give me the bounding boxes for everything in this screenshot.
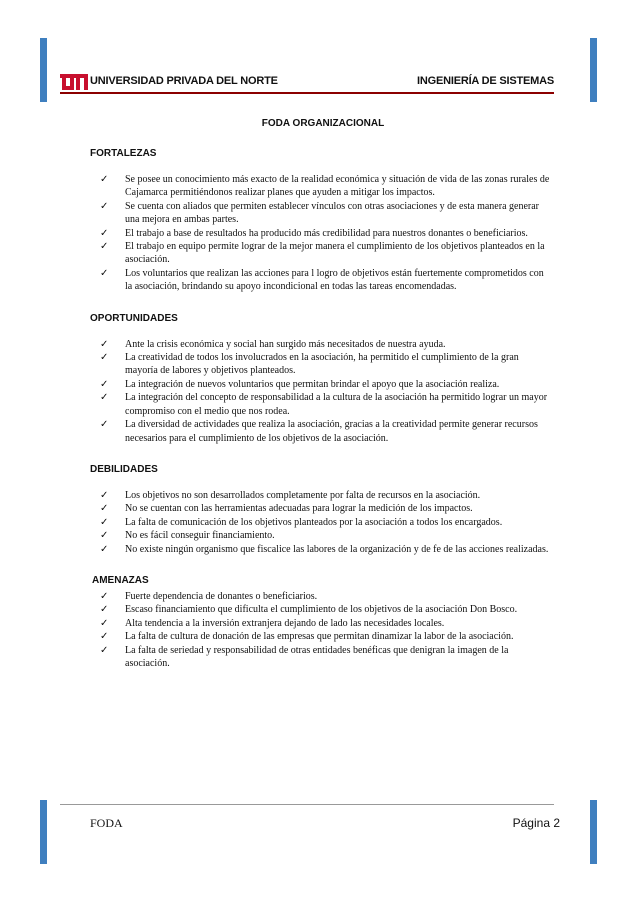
page-corner-bar-top-right [590,38,597,102]
university-logo-icon [60,74,88,90]
list-item-text: El trabajo a base de resultados ha producido más credibilidad para nuestros donantes o beneficiarios. [125,227,528,239]
section-heading-debilidades: DEBILIDADES [90,463,158,475]
list-item [100,351,552,378]
list-item-text: La falta de comunicación de los objetivos planteados por la asociación a todos los encargados. [125,516,503,528]
checkmark-icon: ✓ [100,516,109,528]
page-corner-bar-bottom-right [590,800,597,864]
checkmark-icon: ✓ [100,200,109,212]
page-header [60,70,554,94]
page-corner-bar-bottom-left [40,800,47,864]
checkmark-icon: ✓ [100,378,109,390]
section-heading-amenazas: AMENAZAS [92,574,149,586]
checkmark-icon: ✓ [100,241,109,253]
list-item [100,200,552,227]
list-item-text: No se cuentan con las herramientas adecuadas para lograr la medición de los impactos. [125,503,473,515]
list-item-text: Los voluntarios que realizan las acciones para l logro de objetivos están fuertemente comprometidos con la asociación, brindando su apoyo incondicional en todas las tareas encomendadas. [125,267,544,293]
page-corner-bar-top-left [40,38,47,102]
list-item-text: No existe ningún organismo que fiscalice las labores de la organización y de fe de las acciones realizadas. [125,543,549,555]
checkmark-icon: ✓ [100,631,109,643]
list-item [100,543,552,556]
checkmark-icon: ✓ [100,338,109,350]
checkmark-icon: ✓ [100,590,109,602]
section-heading-oportunidades: OPORTUNIDADES [90,312,178,324]
list-item-text: La falta de seriedad y responsabilidad de otras entidades benéficas que denigran la imagen de la asociación. [125,644,509,669]
list-item-text: La falta de cultura de donación de las empresas que permitan dinamizar la labor de la asociación. [125,631,514,643]
checkmark-icon: ✓ [100,267,109,279]
header-department: INGENIERÍA DE SISTEMAS [417,75,554,87]
list-item-text: La creatividad de todos los involucrados en la asociación, ha permitido el cumplimiento de la gran mayoría de labores y objetivos planteados. [125,352,519,377]
list-item-text: La integración del concepto de responsabilidad a la cultura de la asociación ha permitido lograr un mayor compromiso con el medio que nos rodea. [125,392,548,417]
list-item-text: El trabajo en equipo permite lograr de la mejor manera el cumplimiento de los objetivos planteados en la asociación. [125,241,545,266]
checkmark-icon: ✓ [100,543,109,555]
checkmark-icon: ✓ [100,419,109,431]
checkmark-icon: ✓ [100,530,109,542]
list-item-text: Se cuenta con aliados que permiten establecer vínculos con otras asociaciones y de esta manera generar una mejora en ambas partes. [125,200,539,226]
list-item [100,267,552,294]
checkmark-icon: ✓ [100,503,109,515]
list-item [100,529,552,542]
footer-page-number: Página 2 [512,816,560,830]
checkmark-icon: ✓ [100,174,109,185]
checkmark-icon: ✓ [100,617,109,629]
list-item [100,502,552,515]
list-item [100,378,552,391]
section-list-oportunidades [100,338,552,445]
list-item [100,617,552,630]
checkmark-icon: ✓ [100,227,109,239]
document-title: FODA ORGANIZACIONAL [261,118,385,129]
header-divider [60,92,554,94]
list-item-text: La diversidad de actividades que realiza la asociación, gracias a la creatividad permite generar recursos necesarios para el cumplimiento de los objetivos de la asociación. [125,419,538,444]
list-item-text: Los objetivos no son desarrollados completamente por falta de recursos en la asociación. [125,489,481,501]
list-item-text: Ante la crisis económica y social han surgido más necesitados de nuestra ayuda. [125,338,446,350]
document-body [90,118,552,670]
list-item [100,590,552,603]
list-item [100,644,552,671]
list-item-text: Alta tendencia a la inversión extranjera dejando de lado las necesidades locales. [125,617,445,629]
list-item [100,630,552,643]
list-item-text: Se posee un conocimiento más exacto de la realidad económica y situación de vida de las zonas rurales de Cajamarca permitiéndonos realizar planes que ayuden a mitigar los impactos. [125,174,550,199]
footer-doc-label: FODA [90,816,123,830]
section-list-debilidades [100,489,552,556]
list-item [100,516,552,529]
list-item-text: La integración de nuevos voluntarios que permitan brindar el apoyo que la asociación realiza. [125,378,500,390]
list-item [100,240,552,267]
header-university-name: UNIVERSIDAD PRIVADA DEL NORTE [90,75,278,87]
checkmark-icon: ✓ [100,644,109,656]
list-item [100,173,552,200]
section-list-amenazas [100,590,552,670]
section-list-fortalezas [100,173,552,294]
list-item [100,338,552,351]
footer-divider [60,804,554,805]
list-item-text: Escaso financiamiento que dificulta el cumplimiento de los objetivos de la asociación Don Bosco. [125,604,518,616]
checkmark-icon: ✓ [100,352,109,364]
checkmark-icon: ✓ [100,604,109,616]
foda-sections [90,148,552,670]
checkmark-icon: ✓ [100,489,109,501]
list-item-text: Fuerte dependencia de donantes o beneficiarios. [125,590,318,602]
list-item [100,418,552,445]
list-item [100,489,552,502]
list-item [100,603,552,616]
list-item [100,227,552,240]
list-item [100,391,552,418]
checkmark-icon: ✓ [100,392,109,404]
section-heading-fortalezas: FORTALEZAS [90,148,157,159]
list-item-text: No es fácil conseguir financiamiento. [125,530,275,542]
